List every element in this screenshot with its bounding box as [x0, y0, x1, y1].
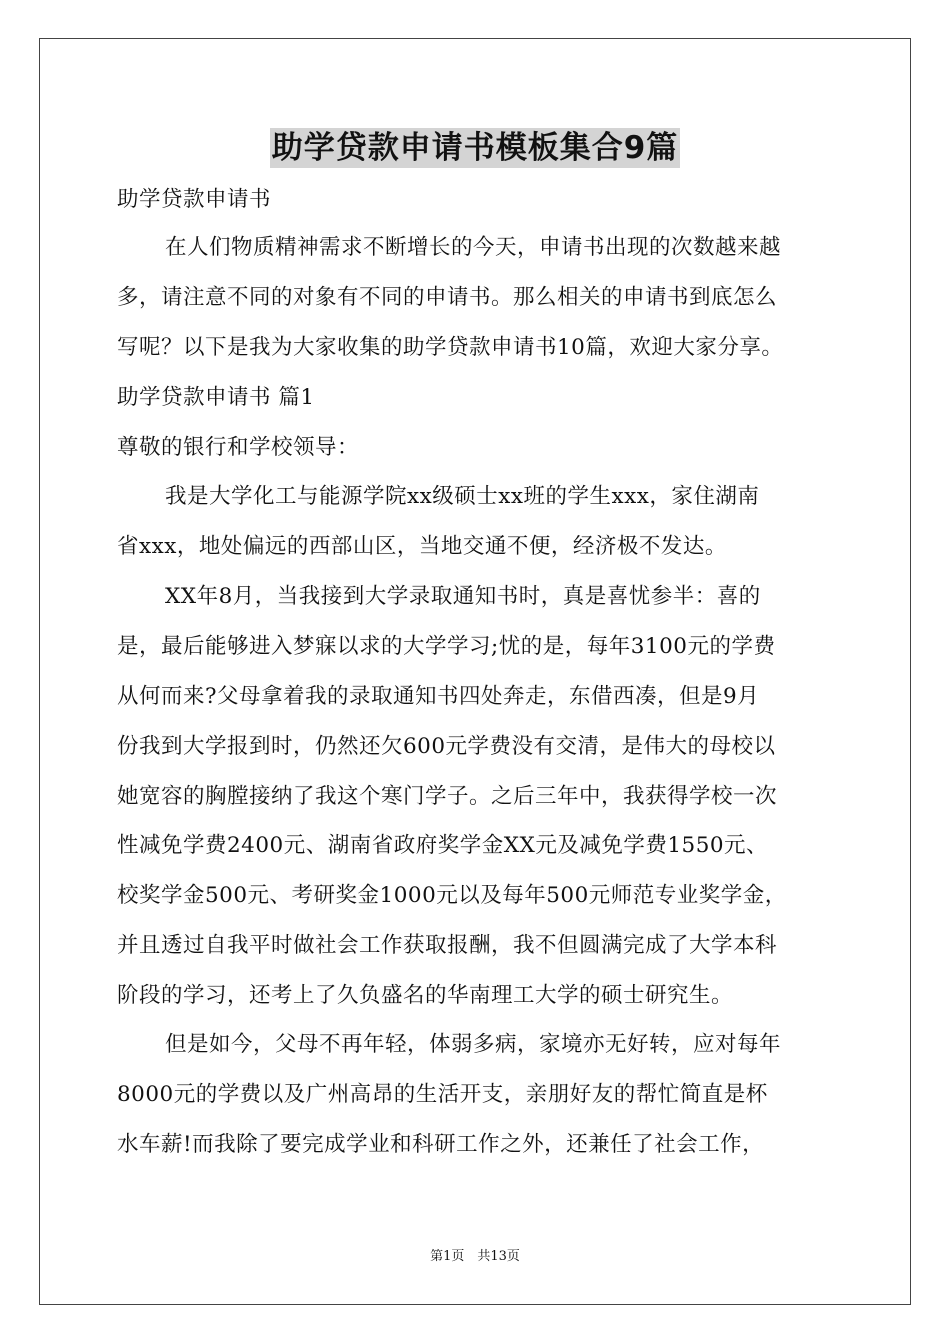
paragraph-line: 从何而来?父母拿着我的录取通知书四处奔走，东借西凑，但是9月 — [117, 684, 760, 709]
paragraph-line: 她宽容的胸膛接纳了我这个寒门学子。之后三年中，我获得学校一次 — [117, 784, 778, 809]
paragraph-line: 份我到大学报到时，仍然还欠600元学费没有交清，是伟大的母校以 — [117, 734, 776, 759]
section-heading: 助学贷款申请书 — [117, 187, 272, 212]
paragraph-line: 8000元的学费以及广州高昂的生活开支，亲朋好友的帮忙简直是杯 — [117, 1082, 768, 1107]
paragraph-line: 我是大学化工与能源学院xx级硕士xx班的学生xxx，家住湖南 — [165, 484, 760, 509]
salutation: 尊敬的银行和学校领导： — [117, 435, 360, 460]
paragraph-line: 水车薪!而我除了要完成学业和科研工作之外，还兼任了社会工作， — [117, 1132, 765, 1157]
paragraph-line: 写呢？以下是我为大家收集的助学贷款申请书10篇，欢迎大家分享。 — [117, 335, 784, 360]
paragraph-line: 阶段的学习，还考上了久负盛名的华南理工大学的硕士研究生。 — [117, 983, 734, 1008]
page-footer: 第1页 共13页 — [430, 1249, 520, 1264]
paragraph-line: 校奖学金500元、考研奖金1000元以及每年500元师范专业奖学金， — [117, 883, 787, 908]
document-title: 助学贷款申请书模板集合9篇 — [271, 130, 679, 166]
paragraph-line: 在人们物质精神需求不断增长的今天，申请书出现的次数越来越 — [165, 235, 782, 260]
paragraph-line: 省xxx，地处偏远的西部山区，当地交通不便，经济极不发达。 — [117, 534, 727, 559]
paragraph-line: 性减免学费2400元、湖南省政府奖学金XX元及减免学费1550元、 — [117, 833, 769, 858]
paragraph-line: XX年8月，当我接到大学录取通知书时，真是喜忧参半：喜的 — [165, 584, 761, 609]
paragraph-line: 是，最后能够进入梦寐以求的大学学习;忧的是，每年3100元的学费 — [117, 634, 776, 659]
paragraph-line: 但是如今，父母不再年轻，体弱多病，家境亦无好转，应对每年 — [165, 1032, 782, 1057]
paragraph-line: 多，请注意不同的对象有不同的申请书。那么相关的申请书到底怎么 — [117, 285, 778, 310]
page-border — [39, 38, 911, 1305]
title-container — [0, 128, 950, 168]
paragraph-line: 并且透过自我平时做社会工作获取报酬，我不但圆满完成了大学本科 — [117, 933, 778, 958]
section-heading: 助学贷款申请书 篇1 — [117, 385, 315, 410]
